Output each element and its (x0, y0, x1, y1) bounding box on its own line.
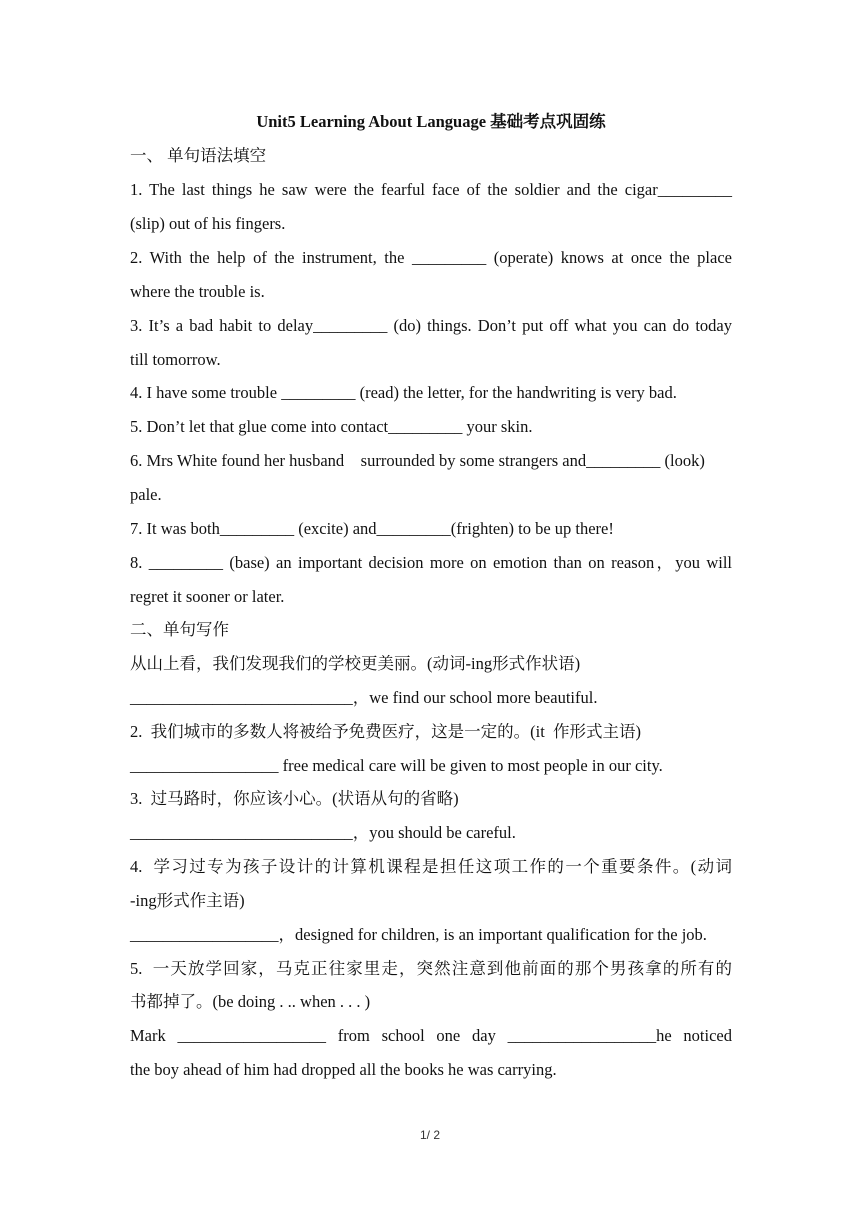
question-line: 3. It’s a bad habit to delay_________ (do) things. Don’t put off what you can do today (130, 316, 732, 335)
question-line: pale. (130, 485, 162, 504)
question-line: 1. The last things he saw were the fearful face of the soldier and the cigar_________ (130, 180, 732, 199)
answer-line: Mark __________________ from school one day __________________he noticed (130, 1026, 732, 1045)
answer-line: __________________，designed for children, is an important qualification for the job. (130, 925, 707, 944)
answer-line: __________________ free medical care will be given to most people in our city. (130, 756, 663, 775)
question-line: where the trouble is. (130, 282, 265, 301)
answer-line: ___________________________，we find our school more beautiful. (130, 688, 598, 707)
question-line: 4. 学习过专为孩子设计的计算机课程是担任这项工作的一个重要条件。(动词 (130, 857, 732, 876)
answer-line: ___________________________，you should be careful. (130, 823, 516, 842)
document-title: Unit5 Learning About Language 基础考点巩固练 (256, 112, 606, 131)
answer-line: the boy ahead of him had dropped all the books he was carrying. (130, 1060, 557, 1079)
question-line: 2. With the help of the instrument, the _________ (operate) knows at once the place (130, 248, 732, 267)
question-line: (slip) out of his fingers. (130, 214, 286, 233)
question-line: 8. _________ (base) an important decision more on emotion than on reason，you will (130, 553, 732, 572)
question-line: 6. Mrs White found her husband surrounded by some strangers and_________ (look) (130, 451, 705, 470)
question-line: 5. 一天放学回家，马克正往家里走，突然注意到他前面的那个男孩拿的所有的 (130, 959, 732, 978)
question-line: 5. Don’t let that glue come into contact_________ your skin. (130, 417, 533, 436)
page-number: 1/ 2 (419, 1128, 440, 1142)
question-line: 7. It was both_________ (excite) and_________(frighten) to be up there! (130, 519, 614, 538)
question-line: 从山上看，我们发现我们的学校更美丽。(动词-ing形式作状语) (130, 654, 581, 673)
section-heading: 二、单句写作 (130, 620, 229, 639)
question-line: 2. 我们城市的多数人将被给予免费医疗，这是一定的。(it 作形式主语) (130, 722, 642, 741)
section-heading: 一、 单句语法填空 (130, 146, 267, 165)
question-line: till tomorrow. (130, 350, 221, 369)
question-line: regret it sooner or later. (130, 587, 285, 606)
question-line: 3. 过马路时，你应该小心。(状语从句的省略) (130, 789, 459, 808)
question-line: -ing形式作主语) (130, 891, 245, 910)
question-line: 书都掉了。(be doing . .. when . . . ) (130, 992, 371, 1011)
question-line: 4. I have some trouble _________ (read) the letter, for the handwriting is very bad. (130, 383, 677, 402)
